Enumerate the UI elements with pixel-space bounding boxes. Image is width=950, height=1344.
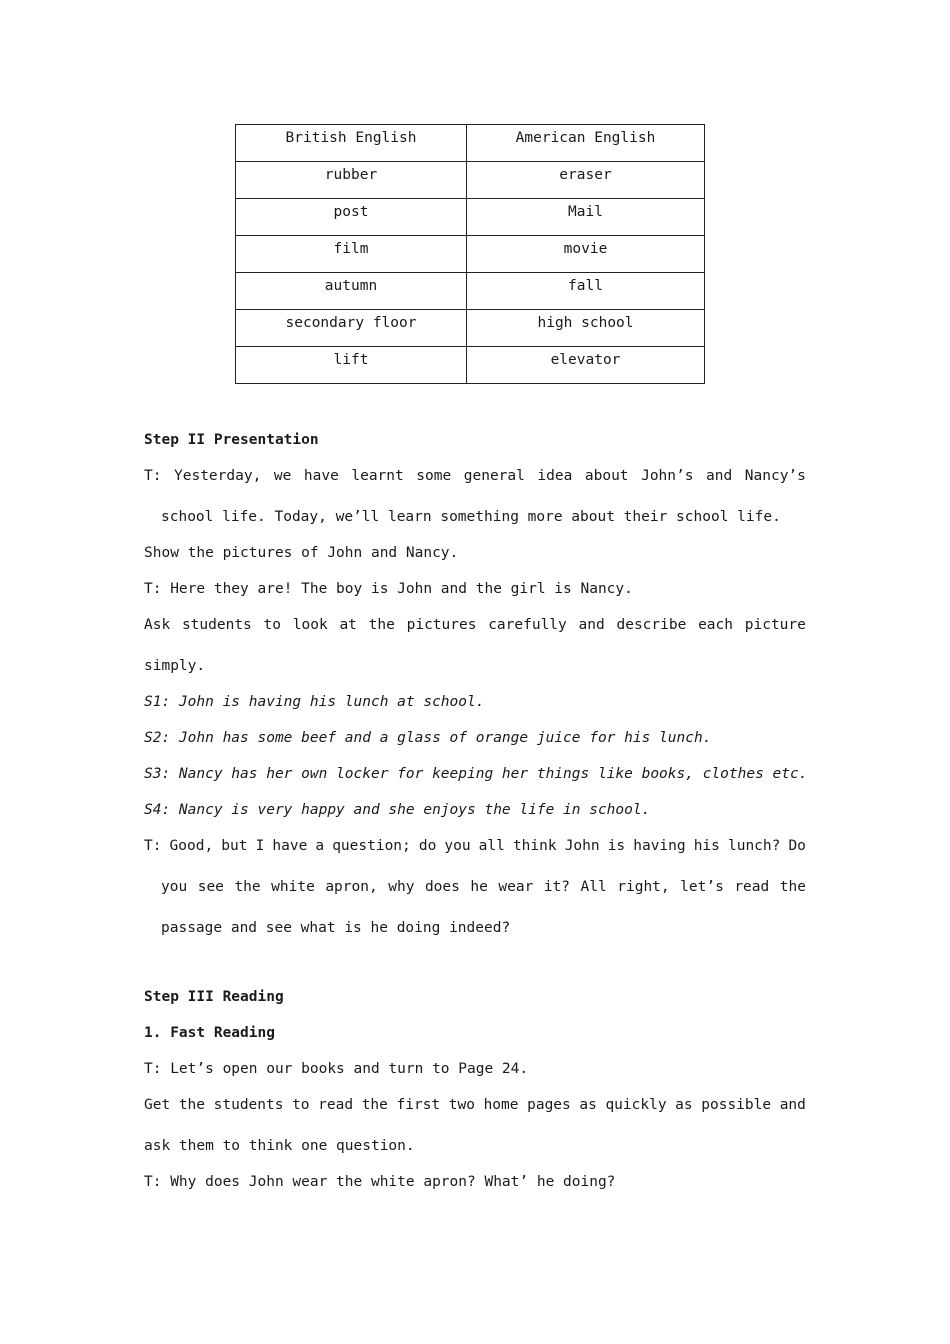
word: picture	[744, 617, 806, 633]
step2-heading: Step II Presentation	[144, 432, 319, 448]
word: you	[161, 879, 188, 895]
table-row	[236, 347, 705, 384]
word: a	[315, 838, 325, 854]
word: read	[734, 879, 770, 895]
word: quickly	[605, 1097, 667, 1113]
step2-paragraph5-line3: passage and see what is he doing indeed?	[161, 920, 511, 936]
word: John	[564, 838, 600, 854]
word: each	[698, 617, 733, 633]
word: students	[213, 1097, 284, 1113]
british-word: autumn	[236, 273, 467, 310]
step3-subheading: 1. Fast Reading	[144, 1025, 275, 1041]
step2-paragraph1-line1	[144, 467, 806, 485]
word: idea	[537, 468, 573, 484]
american-word: high school	[467, 310, 705, 347]
step2-paragraph3: T: Here they are! The boy is John and the girl is Nancy.	[144, 581, 633, 597]
word: and	[578, 617, 605, 633]
word: All	[580, 879, 607, 895]
word: the	[368, 617, 395, 633]
british-word: secondary floor	[236, 310, 467, 347]
word: at	[339, 617, 357, 633]
word: have	[303, 468, 339, 484]
student-answer-s1: S1: John is having his lunch at school.	[144, 694, 485, 710]
word: home	[483, 1097, 519, 1113]
word: see	[197, 879, 224, 895]
british-word: film	[236, 236, 467, 273]
word: first	[396, 1097, 441, 1113]
table-row	[236, 273, 705, 310]
word: general	[463, 468, 525, 484]
word: wear	[498, 879, 534, 895]
word: as	[579, 1097, 597, 1113]
word: all	[478, 838, 505, 854]
step2-paragraph4-line2: simply.	[144, 658, 206, 674]
word: as	[675, 1097, 693, 1113]
word: read	[318, 1097, 354, 1113]
word: two	[448, 1097, 475, 1113]
word: possible	[701, 1097, 772, 1113]
american-word: fall	[467, 273, 705, 310]
american-word: movie	[467, 236, 705, 273]
word: question;	[332, 838, 411, 854]
word: pages	[527, 1097, 571, 1113]
word: his	[693, 838, 720, 854]
word: having	[633, 838, 686, 854]
step2-paragraph5-line1	[144, 837, 806, 855]
word: he	[470, 879, 488, 895]
step2-paragraph4-line1	[144, 616, 806, 634]
word: have	[272, 838, 308, 854]
american-word: Mail	[467, 199, 705, 236]
word: the	[234, 879, 261, 895]
word: and	[779, 1097, 806, 1113]
word: Good,	[169, 838, 214, 854]
word: to	[263, 617, 282, 633]
word: does	[424, 879, 460, 895]
step3-paragraph3: T: Why does John wear the white apron? What’ he doing?	[144, 1174, 616, 1190]
word: Nancy’s	[744, 468, 806, 484]
word: Yesterday,	[174, 468, 262, 484]
word: Do	[788, 838, 806, 854]
word: look	[292, 617, 328, 633]
word: but	[221, 838, 248, 854]
student-answer-s4: S4: Nancy is very happy and she enjoys the life in school.	[144, 802, 651, 818]
vocabulary-table	[235, 124, 705, 384]
word: learnt	[351, 468, 404, 484]
student-answer-s2: S2: John has some beef and a glass of orange juice for his lunch.	[144, 730, 712, 746]
word: right,	[617, 879, 670, 895]
word: the	[178, 1097, 206, 1113]
step2-paragraph1-line2: school life. Today, we’ll learn something more about their school life.	[161, 509, 781, 525]
step3-paragraph1: T: Let’s open our books and turn to Page 24.	[144, 1061, 529, 1077]
american-word: elevator	[467, 347, 705, 384]
word: white	[271, 879, 315, 895]
word: is	[607, 838, 626, 854]
step3-heading: Step III Reading	[144, 989, 284, 1005]
word: I	[255, 838, 265, 854]
word: the	[779, 879, 806, 895]
word: think	[512, 838, 557, 854]
american-word: eraser	[467, 162, 705, 199]
word: Get	[144, 1097, 171, 1113]
word: pictures	[406, 617, 477, 633]
table-header-row	[236, 125, 705, 162]
word: apron,	[325, 879, 378, 895]
word: and	[706, 468, 733, 484]
word: the	[361, 1097, 388, 1113]
word: why	[388, 879, 415, 895]
table-row	[236, 236, 705, 273]
word: some	[416, 468, 452, 484]
british-word: post	[236, 199, 467, 236]
table-row	[236, 199, 705, 236]
british-word: rubber	[236, 162, 467, 199]
step2-paragraph2: Show the pictures of John and Nancy.	[144, 545, 459, 561]
student-answer-s3: S3: Nancy has her own locker for keeping her things like books, clothes etc.	[144, 766, 808, 782]
step3-paragraph2-line2: ask them to think one question.	[144, 1138, 415, 1154]
word: do	[418, 838, 437, 854]
word: lunch?	[727, 838, 781, 854]
step3-paragraph2-line1	[144, 1096, 806, 1114]
step2-paragraph5-line2	[161, 878, 806, 896]
word: let’s	[680, 879, 724, 895]
table-row	[236, 310, 705, 347]
header-american: American English	[467, 125, 705, 162]
word: to	[292, 1097, 310, 1113]
header-british: British English	[236, 125, 467, 162]
word: you	[444, 838, 471, 854]
word: Ask	[144, 617, 171, 633]
word: T:	[144, 838, 162, 854]
word: about	[584, 468, 629, 484]
table-row	[236, 162, 705, 199]
british-word: lift	[236, 347, 467, 384]
word: carefully	[488, 617, 567, 633]
word: it?	[543, 879, 571, 895]
word: describe	[616, 617, 687, 633]
word: students	[181, 617, 252, 633]
word: John’s	[641, 468, 694, 484]
word: we	[273, 468, 292, 484]
word: T:	[144, 468, 162, 484]
